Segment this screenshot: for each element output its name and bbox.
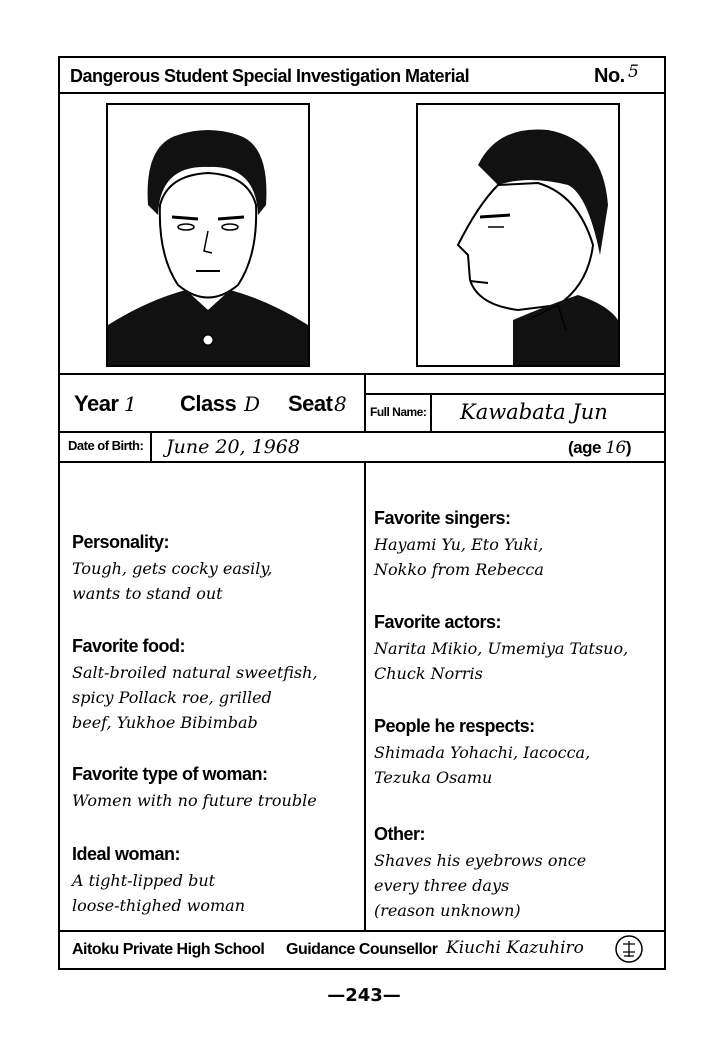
photo-divider <box>58 373 666 375</box>
dob-value: June 20, 1968 <box>166 436 300 458</box>
header-divider <box>58 92 666 94</box>
counsellor-name: Kiuchi Kazuhiro <box>446 938 584 958</box>
food-label: Favorite food: <box>72 636 185 656</box>
front-photo <box>106 103 310 367</box>
year-value: 1 <box>124 392 137 416</box>
dob-label: Date of Birth: <box>68 438 144 453</box>
form-border-right <box>664 56 666 970</box>
name-upper-strip <box>364 393 666 395</box>
form-no-value: 5 <box>628 62 639 82</box>
form-border-left <box>58 56 60 970</box>
dob-label-divider <box>150 431 152 463</box>
school-name: Aitoku Private High School <box>72 941 265 958</box>
actors-label: Favorite actors: <box>374 612 502 632</box>
front-portrait-illustration <box>108 105 308 365</box>
woman-type-label: Favorite type of woman: <box>72 764 268 784</box>
page-number: —243— <box>327 985 401 1006</box>
personality-label: Personality: <box>72 532 170 552</box>
respects-label: People he respects: <box>374 716 535 736</box>
fullname-label-divider <box>430 393 432 433</box>
food-value: Salt-broiled natural sweetfish, spicy Pollack roe, grilled beef, Yukhoe Bibimbab <box>72 663 318 732</box>
ideal-label: Ideal woman: <box>72 844 181 864</box>
fullname-label: Full Name: <box>370 405 427 419</box>
form-border-bottom <box>58 968 666 970</box>
profile-photo <box>416 103 620 367</box>
class-value: D <box>244 392 261 416</box>
actors-value: Narita Mikio, Umemiya Tatsuo, Chuck Norris <box>374 639 629 683</box>
profile-portrait-illustration <box>418 105 618 365</box>
counsellor-label: Guidance Counsellor <box>286 941 438 958</box>
ideal-value: A tight-lipped but loose-thighed woman <box>72 871 246 915</box>
class-label: Class <box>180 391 237 416</box>
singers-label: Favorite singers: <box>374 508 511 528</box>
counsellor-seal-stamp <box>614 934 644 964</box>
other-label: Other: <box>374 824 425 844</box>
year-label: Year <box>74 391 119 416</box>
body-column-divider <box>364 461 366 931</box>
footer-divider <box>58 930 666 932</box>
form-title: Dangerous Student Special Investigation Material <box>70 66 470 86</box>
dob-row-divider <box>58 461 666 463</box>
age-display: (age 16) <box>568 438 632 458</box>
seat-value: 8 <box>334 392 347 416</box>
seat-label: Seat <box>288 391 333 416</box>
personality-value: Tough, gets cocky easily, wants to stand out <box>72 559 273 603</box>
respects-value: Shimada Yohachi, Iacocca, Tezuka Osamu <box>374 743 591 787</box>
singers-value: Hayami Yu, Eto Yuki, Nokko from Rebecca <box>374 535 544 579</box>
woman-type-value: Women with no future trouble <box>72 791 317 810</box>
age-label: age <box>573 438 601 457</box>
form-no-label: No. <box>594 65 625 87</box>
form-border-top <box>58 56 666 58</box>
name-column-divider <box>364 373 366 433</box>
age-value: 16 <box>605 438 626 458</box>
other-value: Shaves his eyebrows once every three days (reason unknown) <box>374 851 587 920</box>
fullname-value: Kawabata Jun <box>460 400 608 424</box>
